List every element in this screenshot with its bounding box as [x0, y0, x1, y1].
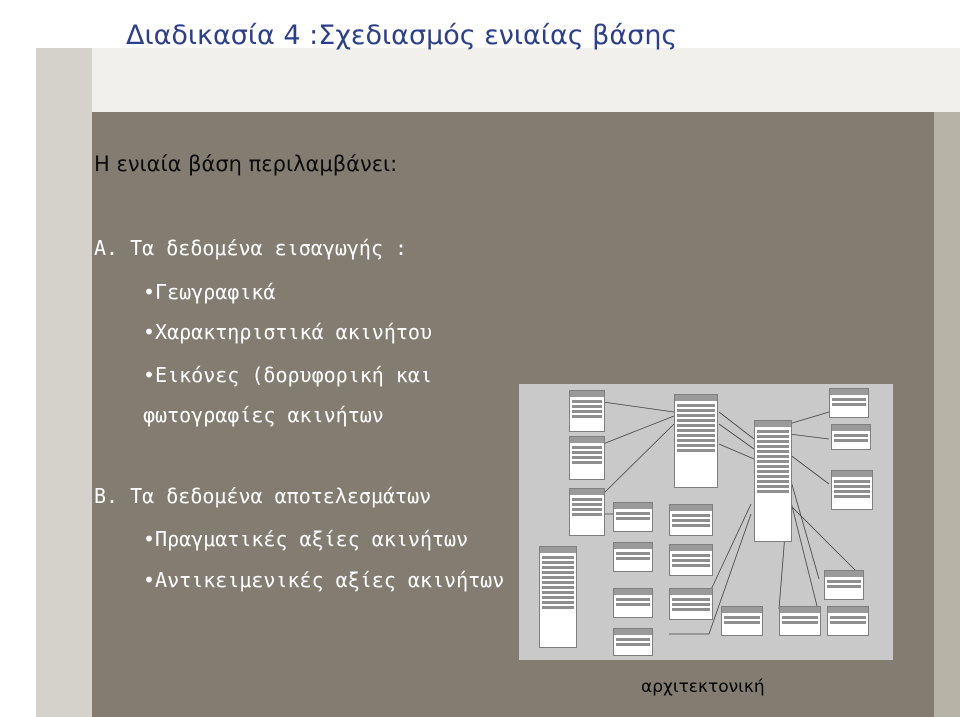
schema-table: [827, 606, 869, 636]
schema-table: [674, 394, 718, 488]
schema-table: [613, 628, 653, 656]
schema-table: [669, 504, 713, 536]
section-a-item: φωτογραφίες ακινήτων: [143, 403, 384, 427]
schema-table: [779, 606, 821, 636]
schema-table: [669, 588, 713, 620]
schema-table: [829, 388, 869, 418]
section-a-item: •Χαρακτηριστικά ακινήτου: [143, 320, 432, 344]
schema-table: [831, 424, 871, 450]
schema-table: [569, 436, 605, 480]
schema-table: [539, 546, 577, 648]
schema-table: [613, 588, 653, 618]
database-schema-diagram: [519, 384, 893, 660]
decor-top-stripe: [36, 48, 960, 112]
section-b-heading: Β. Τα δεδομένα αποτελεσμάτων: [94, 484, 432, 508]
intro-text: Η ενιαία βάση περιλαμβάνει:: [94, 152, 398, 176]
schema-table: [613, 502, 653, 532]
schema-table: [754, 420, 792, 542]
schema-table: [613, 542, 653, 572]
schema-table: [569, 488, 605, 536]
decor-left-stripe: [36, 48, 92, 717]
section-a-item: •Γεωγραφικά: [143, 280, 276, 304]
schema-table: [669, 544, 713, 576]
schema-table: [831, 470, 873, 510]
schema-table: [721, 606, 763, 636]
schema-table: [569, 390, 605, 432]
section-a-item: •Εικόνες (δορυφορική και: [143, 363, 432, 387]
section-b-item: •Πραγματικές αξίες ακινήτων: [143, 527, 469, 551]
decor-right-edge: [934, 112, 960, 717]
diagram-caption: αρχιτεκτονική: [641, 677, 765, 697]
section-a-heading: Α. Τα δεδομένα εισαγωγής :: [94, 236, 408, 260]
slide-title: Διαδικασία 4 :Σχεδιασμός ενιαίας βάσης: [126, 20, 678, 51]
section-b-item: •Αντικειμενικές αξίες ακινήτων: [143, 568, 505, 592]
schema-table: [824, 570, 864, 600]
